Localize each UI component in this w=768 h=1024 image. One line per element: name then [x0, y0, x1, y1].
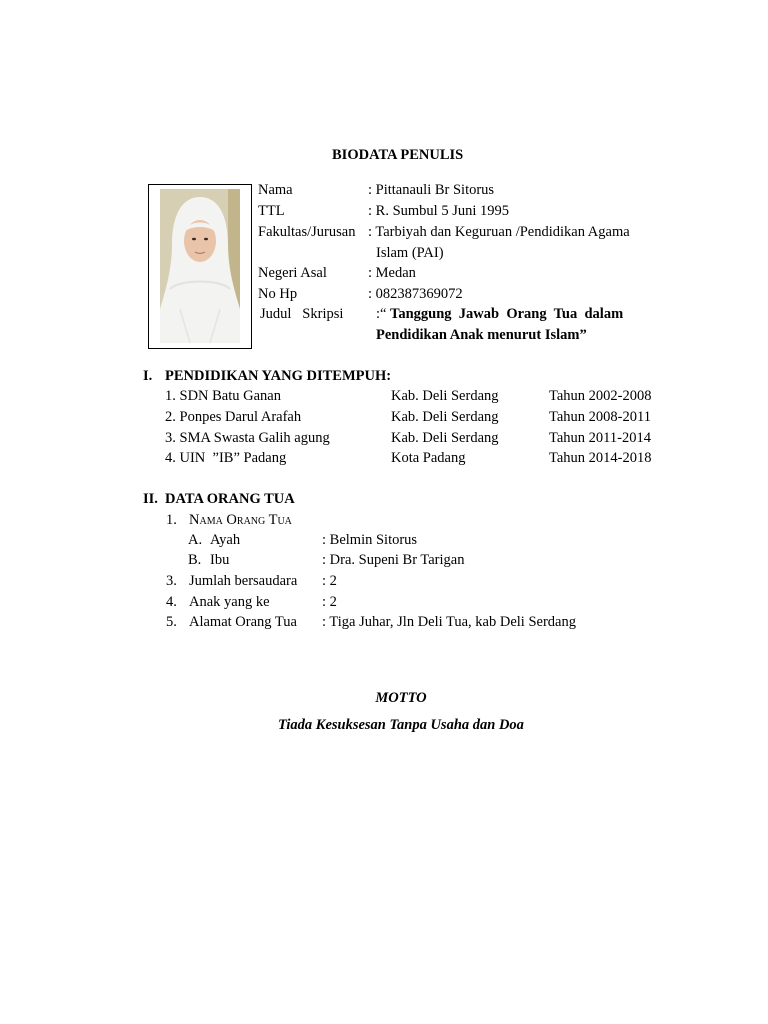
- education-school: 2. Ponpes Darul Arafah: [165, 409, 302, 425]
- section1-number: I.: [143, 368, 153, 384]
- bio-value-fakultas-cont: Islam (PAI): [376, 245, 444, 261]
- section2-number: II.: [143, 491, 158, 507]
- bio-value-judul-cont: Pendidikan Anak menurut Islam”: [376, 327, 587, 343]
- author-photo: [160, 189, 240, 343]
- bio-label-negeri-asal: Negeri Asal: [258, 265, 327, 281]
- education-school: 1. SDN Batu Ganan: [165, 388, 281, 404]
- education-year: Tahun 2008-2011: [549, 409, 651, 425]
- page-title: BIODATA PENULIS: [332, 147, 464, 163]
- data-item-value: : 2: [322, 573, 337, 589]
- bio-value-judul-prefix: :“: [376, 306, 387, 322]
- parent-label: Ayah: [210, 532, 241, 548]
- author-photo-frame: [148, 184, 252, 349]
- motto-text: Tiada Kesuksesan Tanpa Usaha dan Doa: [278, 717, 524, 733]
- bio-value-ttl: : R. Sumbul 5 Juni 1995: [368, 203, 509, 219]
- bio-label-no-hp: No Hp: [258, 286, 298, 302]
- education-place: Kab. Deli Serdang: [391, 388, 499, 404]
- bio-value-negeri-asal: : Medan: [368, 265, 416, 281]
- parent-letter: A.: [188, 532, 203, 548]
- data-item-label: Anak yang ke: [189, 594, 270, 610]
- parent-value: : Dra. Supeni Br Tarigan: [322, 552, 465, 568]
- data-item-value: : 2: [322, 594, 337, 610]
- parent-label: Ibu: [210, 552, 230, 568]
- education-year: Tahun 2011-2014: [549, 430, 651, 446]
- education-school: 3. SMA Swasta Galih agung: [165, 430, 330, 446]
- data-item-value: : Tiga Juhar, Jln Deli Tua, kab Deli Serdang: [322, 614, 576, 630]
- data-item-label: Alamat Orang Tua: [189, 614, 297, 630]
- bio-label-nama: Nama: [258, 182, 293, 198]
- education-place: Kab. Deli Serdang: [391, 409, 499, 425]
- parent-letter: B.: [188, 552, 202, 568]
- bio-value-nama: : Pittanauli Br Sitorus: [368, 182, 495, 198]
- parent-value: : Belmin Sitorus: [322, 532, 418, 548]
- education-place: Kab. Deli Serdang: [391, 430, 499, 446]
- bio-label-fakultas: Fakultas/Jurusan: [258, 224, 356, 240]
- data-item-number: 3.: [166, 573, 177, 589]
- section2-heading: DATA ORANG TUA: [165, 491, 295, 507]
- motto-heading: MOTTO: [375, 690, 427, 706]
- data-item-number: 4.: [166, 594, 177, 610]
- author-photo-image: [160, 189, 240, 343]
- bio-value-fakultas: : Tarbiyah dan Keguruan /Pendidikan Agama: [368, 224, 630, 240]
- section1-heading: PENDIDIKAN YANG DITEMPUH:: [165, 368, 392, 384]
- education-school: 4. UIN ”IB” Padang: [165, 450, 287, 466]
- bio-label-judul-skripsi: Judul Skripsi: [260, 306, 344, 322]
- data-item-number: 5.: [166, 614, 177, 630]
- parent-names-label: Nama Orang Tua: [189, 512, 292, 528]
- data-item-label: Jumlah bersaudara: [189, 573, 298, 589]
- bio-label-ttl: TTL: [258, 203, 285, 219]
- bio-value-no-hp: : 082387369072: [368, 286, 463, 302]
- parent-item-number: 1.: [166, 512, 177, 528]
- education-year: Tahun 2014-2018: [549, 450, 652, 466]
- education-place: Kota Padang: [391, 450, 466, 466]
- education-year: Tahun 2002-2008: [549, 388, 652, 404]
- bio-value-judul-skripsi: Tanggung Jawab Orang Tua dalam: [390, 306, 624, 322]
